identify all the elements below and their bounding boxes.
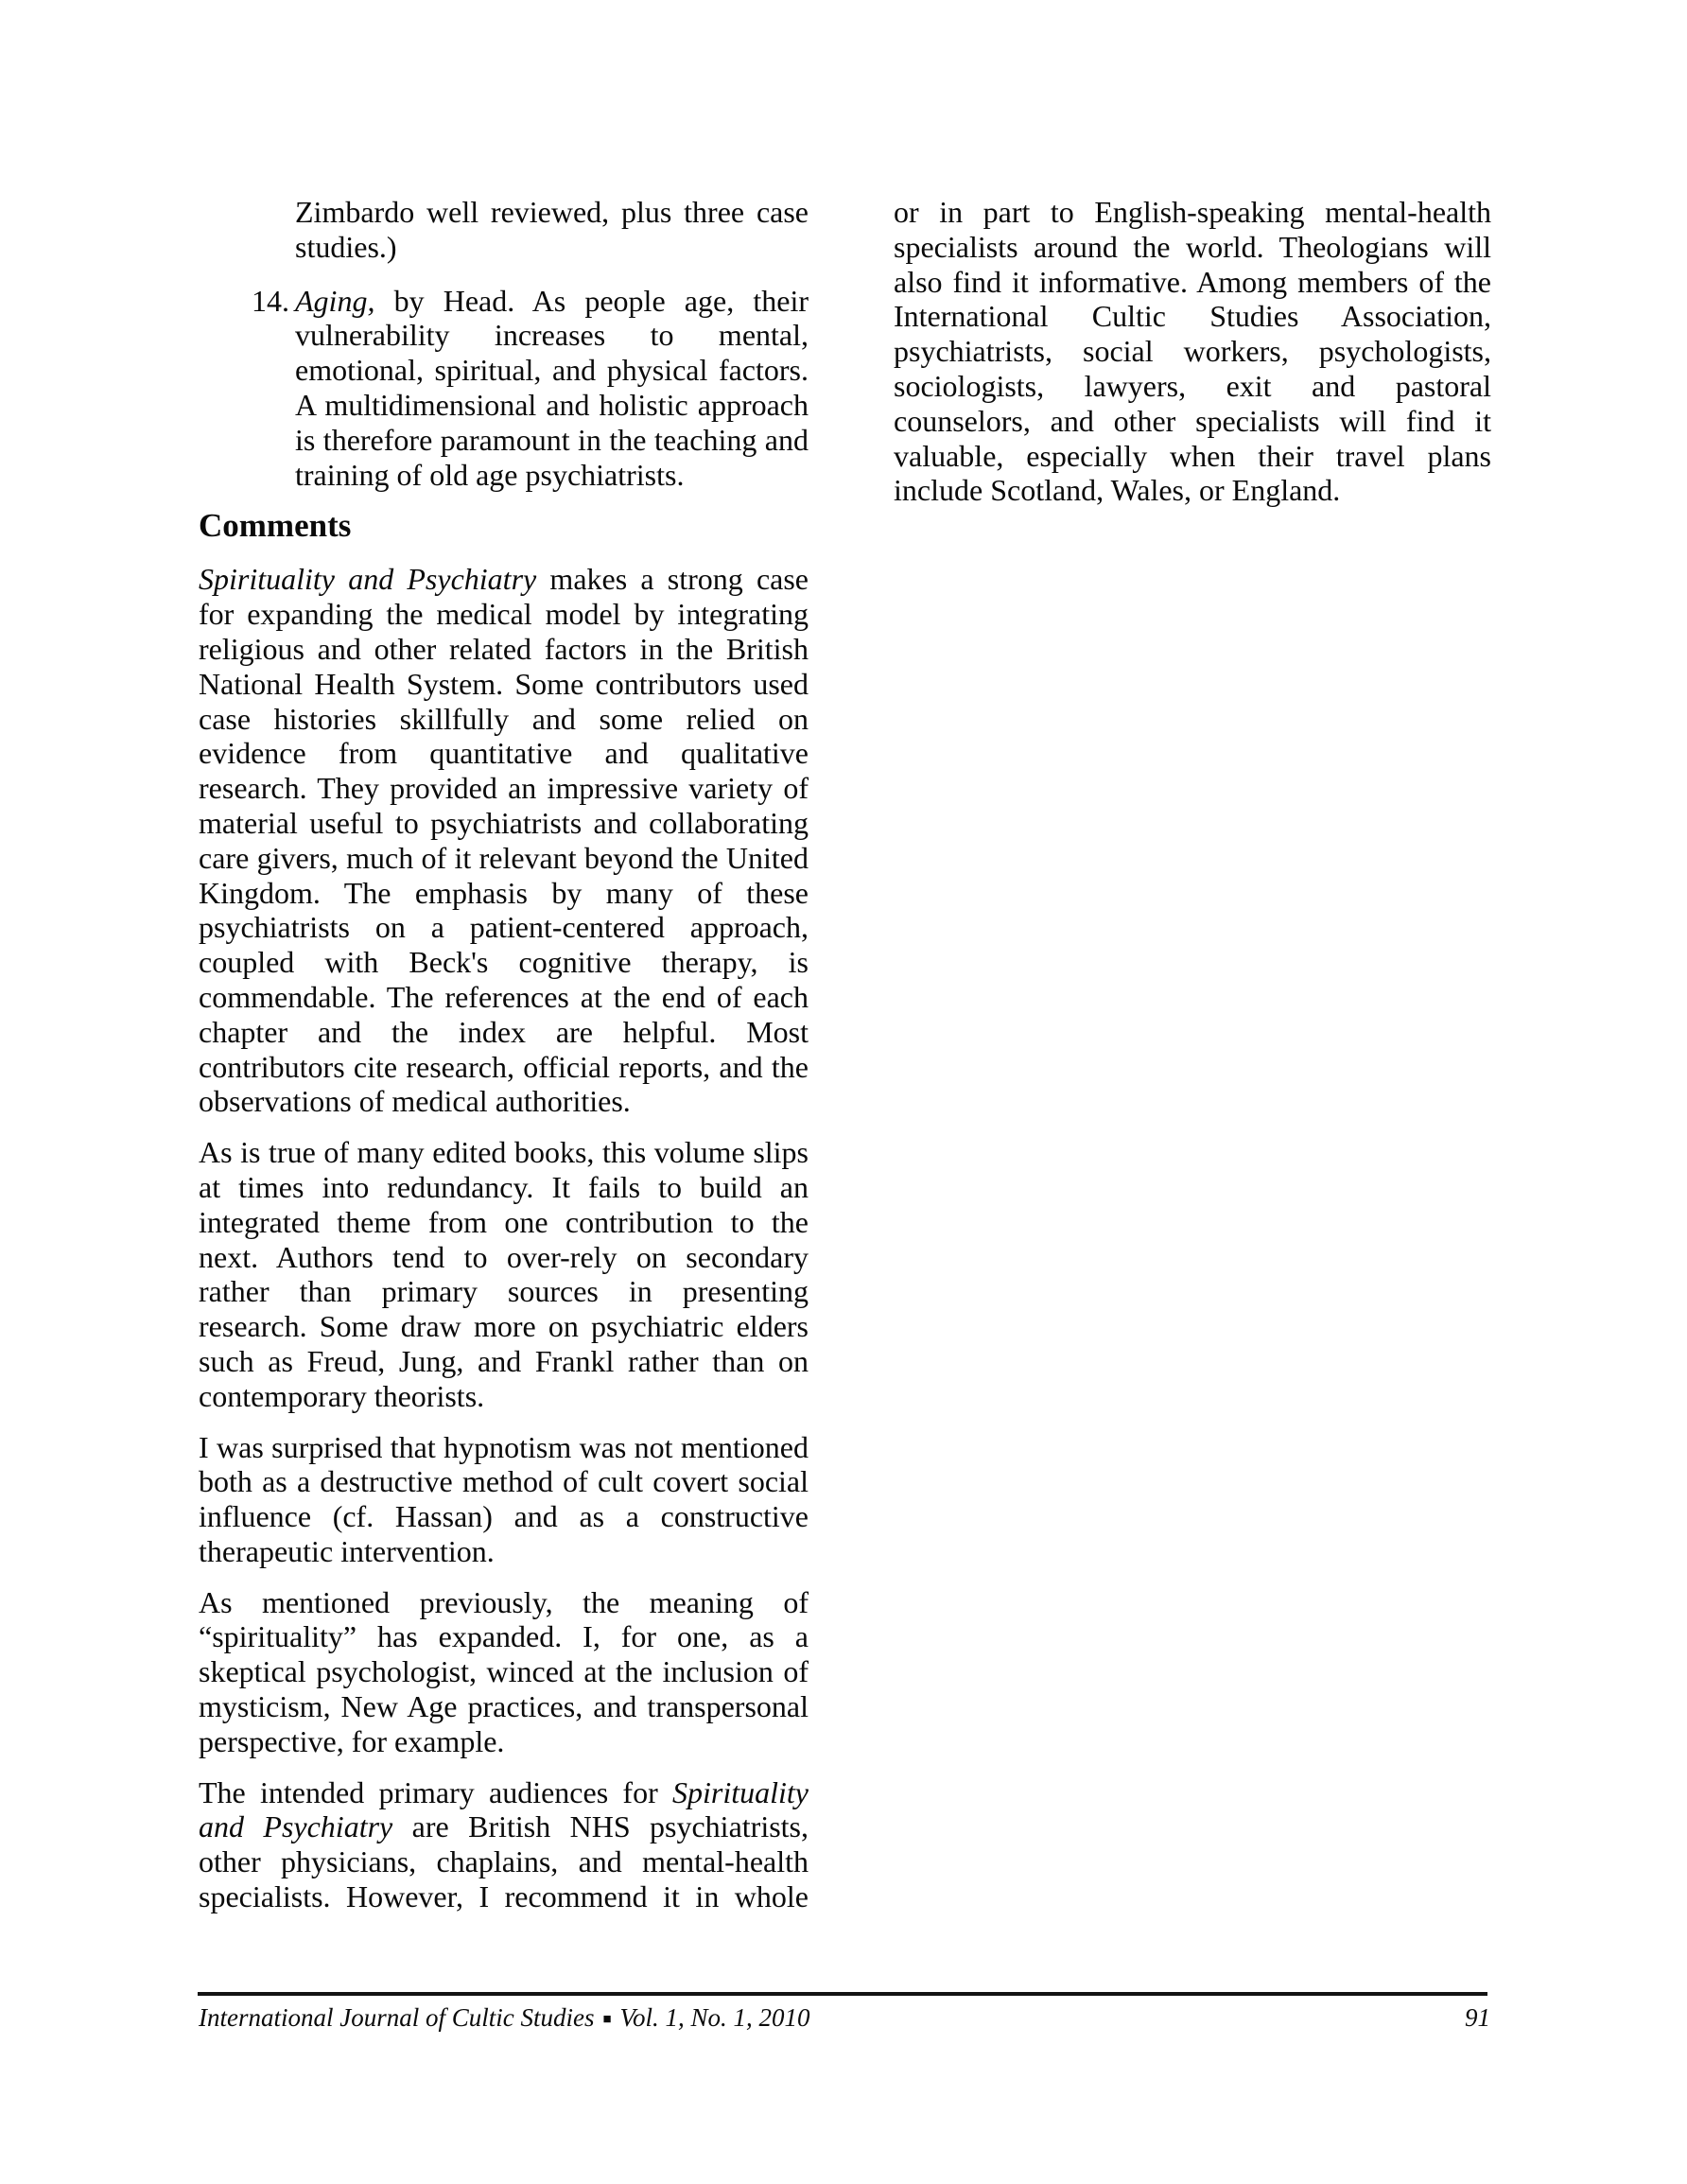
journal-citation xyxy=(199,2001,810,2038)
list-item-14-body: by Head. As people age, their vulnerability increases to mental, emotional, spiritual, and physical factors. A multidimensional and holistic approach is therefore paramount in the teaching and training of old age psychiatrists. xyxy=(295,283,809,492)
list-item-14-number: 14. xyxy=(252,283,289,318)
journal-issue: Vol. 1, No. 1, 2010 xyxy=(619,2003,810,2032)
comments-paragraph-1 xyxy=(199,562,809,1119)
right-column-paragraph-1: or in part to English-speaking mental-health specialists around the world. Theologians will also find it informative. Among members of the International Cultic Studies Association, psychiatrists, social workers, psychologists, sociologists, lawyers, exit and pastoral counselors, and other specialists will find it valuable, especially when their travel plans include Scotland, Wales, or England. xyxy=(894,195,1491,508)
comments-paragraph-1-text: makes a strong case for expanding the medical model by integrating religious and other related factors in the British National Health System. Some contributors used case histories skillfully and some relied on evidence from quantitative and qualitative research. They provided an impressive variety of material useful to psychiatrists and collaborating care givers, much of it relevant beyond the United Kingdom. The emphasis by many of these psychiatrists on a patient-centered approach, coupled with Beck's cognitive therapy, is commendable. The references at the end of each chapter and the index are helpful. Most contributors cite research, official reports, and the observations of medical authorities. xyxy=(199,562,809,1119)
left-column xyxy=(199,195,809,1931)
list-item-13-continuation: Zimbardo well reviewed, plus three case studies.) xyxy=(295,195,809,264)
comments-heading: Comments xyxy=(199,507,352,545)
list-item-14 xyxy=(199,284,809,493)
comments-paragraph-5 xyxy=(199,1775,809,1914)
journal-title: International Journal of Cultic Studies xyxy=(199,2003,595,2032)
footer-rule xyxy=(198,1992,1487,1996)
book-title: Spirituality and Psychiatry xyxy=(199,1774,809,1844)
comments-paragraph-3: I was surprised that hypnotism was not mentioned both as a destructive method of cult covert social influence (cf. Hassan) and as a constructive therapeutic intervention. xyxy=(199,1429,809,1568)
chapter-title-aging: Aging, xyxy=(295,283,375,318)
page-footer xyxy=(199,2001,1490,2038)
book-title: Spirituality and Psychiatry xyxy=(199,562,537,597)
page-body xyxy=(199,195,1491,1931)
right-column xyxy=(894,195,1491,1931)
list-item-14-text xyxy=(295,284,809,492)
comments-paragraph-5-lead: The intended primary audiences for xyxy=(199,1774,672,1809)
square-bullet-icon: ■ xyxy=(602,2012,612,2027)
comments-paragraph-2: As is true of many edited books, this volume slips at times into redundancy. It fails to build an integrated theme from one contribution to the next. Authors tend to over-rely on secondary rather than primary sources in presenting research. Some draw more on psychiatric elders such as Freud, Jung, and Frankl rather than on contemporary theorists. xyxy=(199,1135,809,1413)
comments-paragraph-5-text: are British NHS psychiatrists, other physicians, chaplains, and mental-health specialists. However, I recommend it in whole xyxy=(199,1809,809,1914)
comments-paragraph-4: As mentioned previously, the meaning of “spirituality” has expanded. I, for one, as a skeptical psychologist, winced at the inclusion of mysticism, New Age practices, and transpersonal perspective, for example. xyxy=(199,1584,809,1758)
page-number: 91 xyxy=(1465,2003,1490,2032)
